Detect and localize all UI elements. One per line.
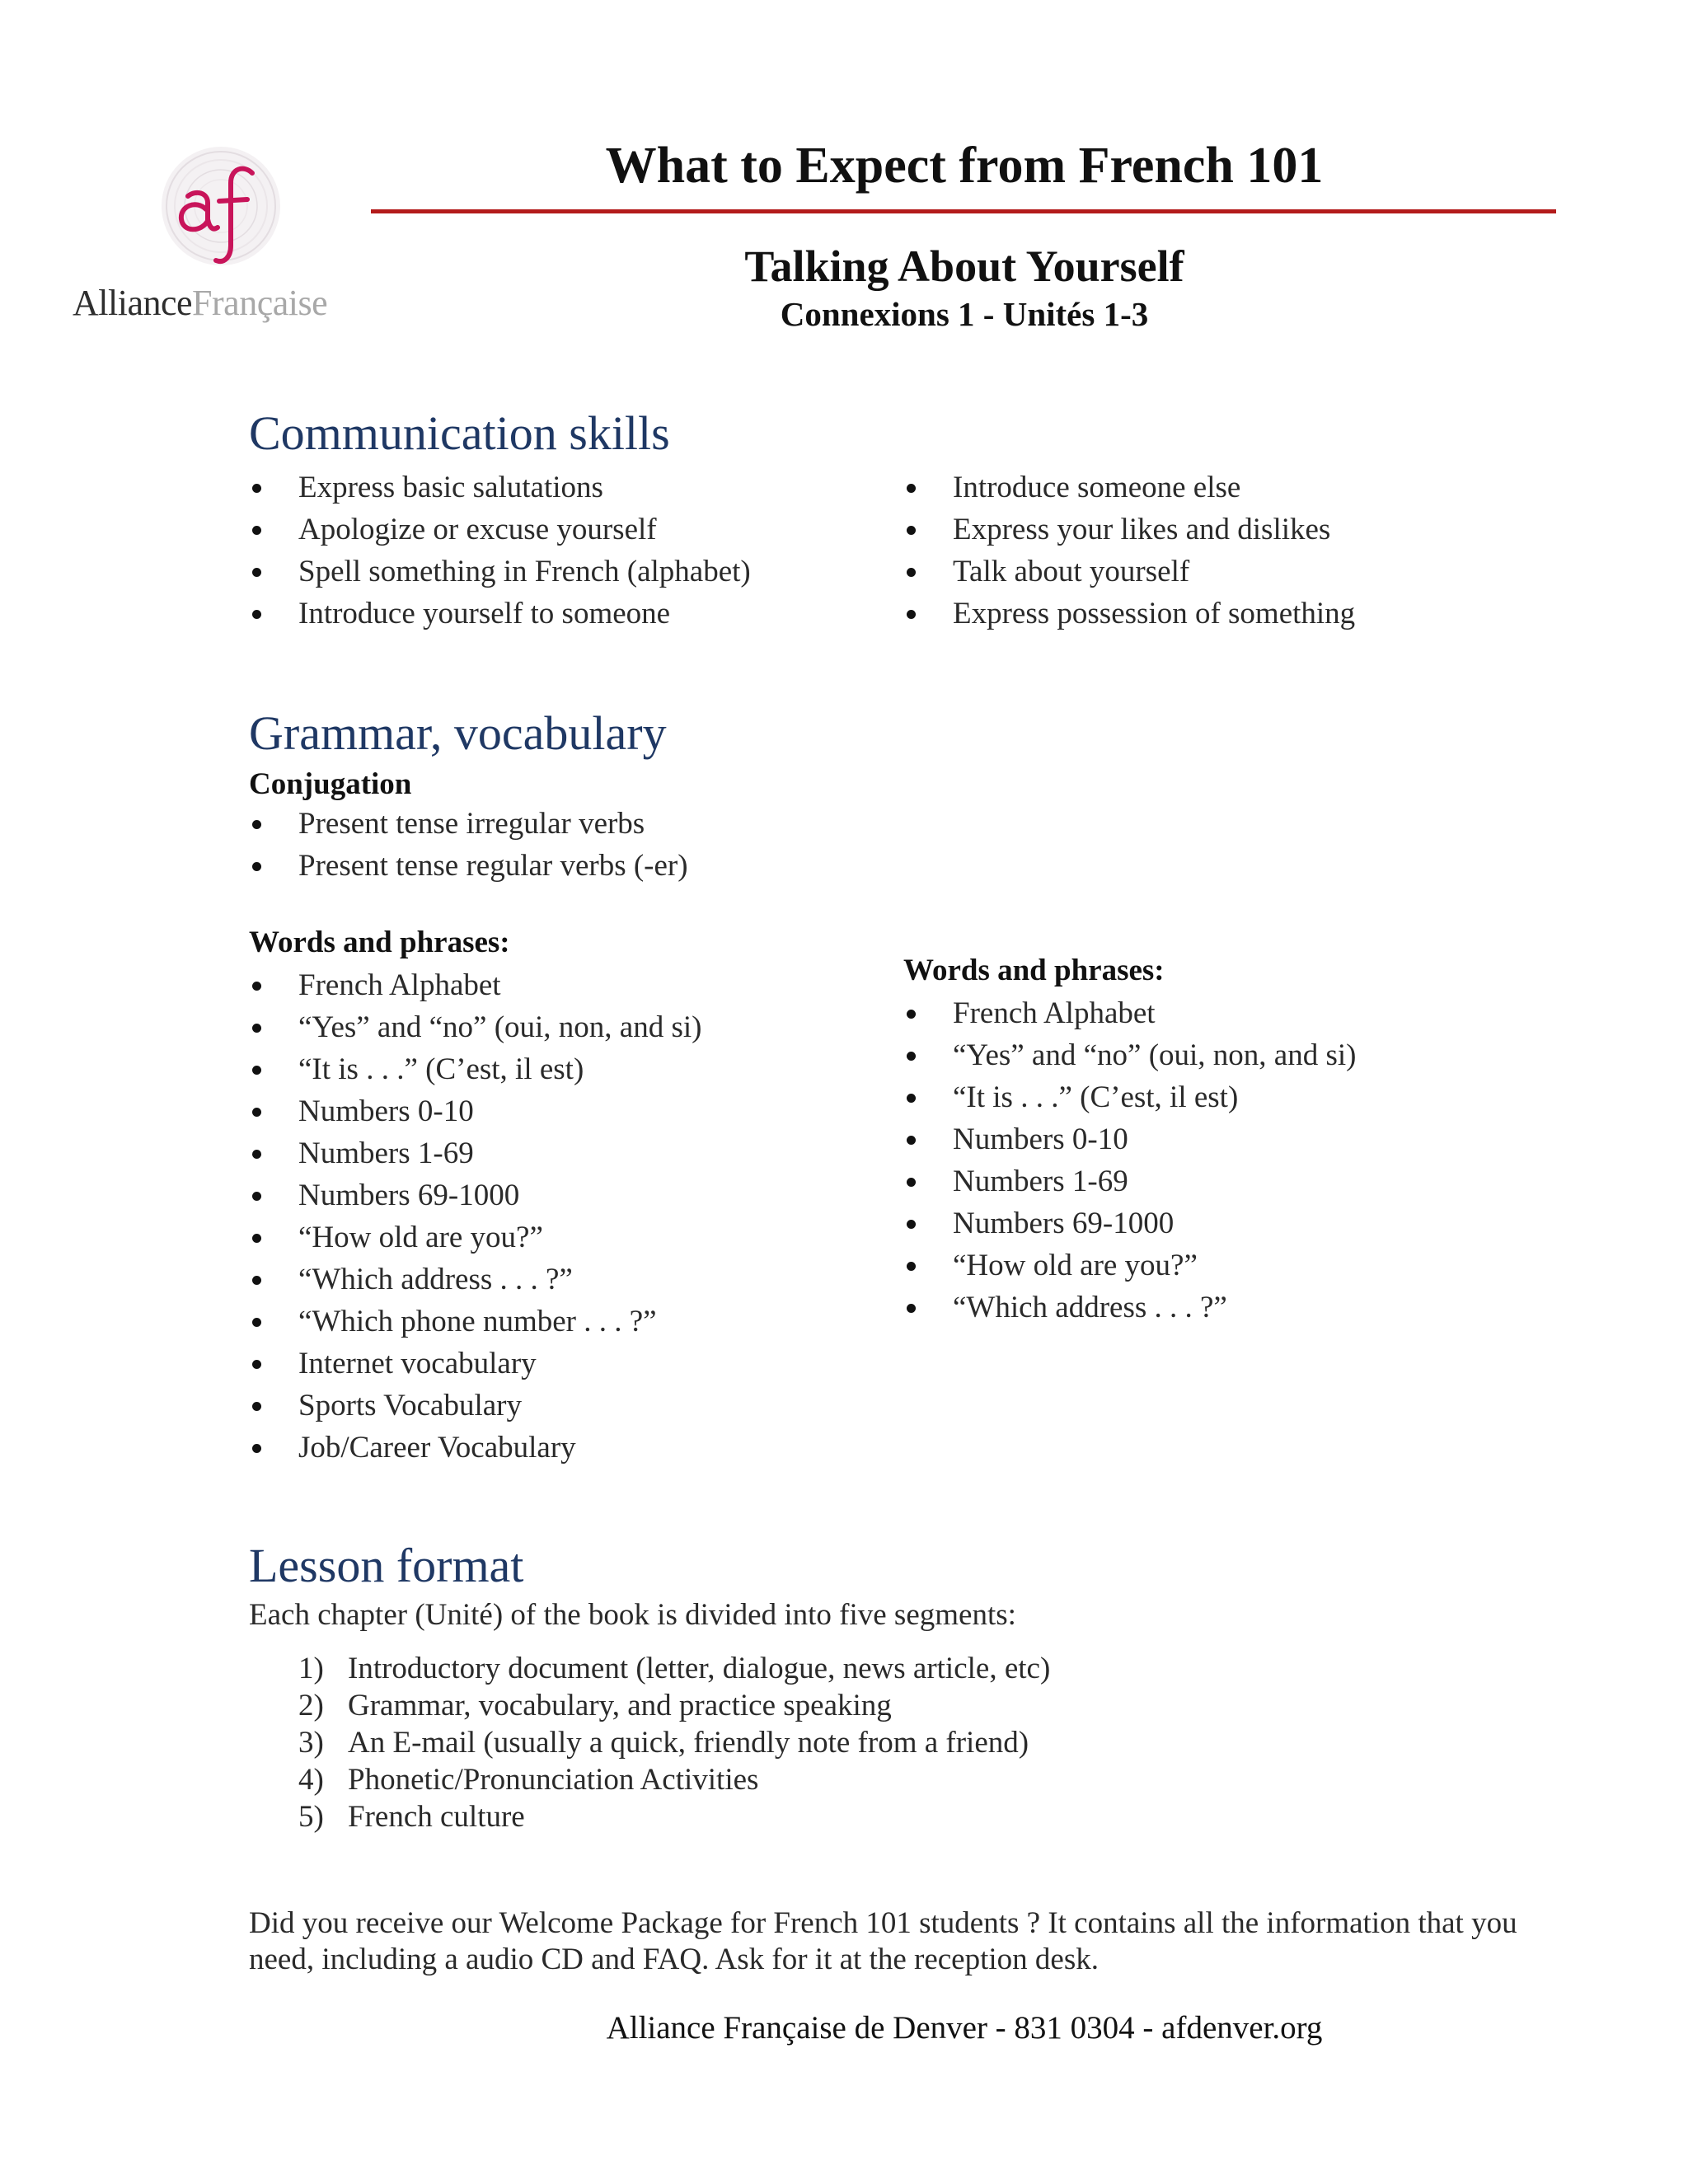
- list-item: “Which address . . . ?”: [249, 1258, 701, 1301]
- list-item: Job/Career Vocabulary: [249, 1427, 701, 1469]
- page-title: What to Expect from French 101: [605, 138, 1324, 194]
- logo-word-francaise: Française: [192, 283, 328, 323]
- segment-number: 4): [298, 1763, 324, 1797]
- list-item: “It is . . .” (C’est, il est): [249, 1048, 701, 1090]
- list-item: French Alphabet: [903, 992, 1356, 1034]
- title-divider: [371, 209, 1556, 213]
- lesson-segments-list: [298, 1650, 1050, 1835]
- list-item: Introduce someone else: [903, 466, 1355, 509]
- list-item: [298, 1798, 1050, 1835]
- list-item: Numbers 1-69: [903, 1160, 1356, 1202]
- list-item: Express possession of something: [903, 593, 1355, 635]
- words-phrases-list-left: [249, 964, 701, 1469]
- list-item: Numbers 69-1000: [249, 1174, 701, 1216]
- lesson-format-intro: Each chapter (Unité) of the book is divided into five segments:: [249, 1598, 1016, 1632]
- list-item: Spell something in French (alphabet): [249, 551, 751, 593]
- list-item: “It is . . .” (C’est, il est): [903, 1076, 1356, 1118]
- welcome-package-note: Did you receive our Welcome Package for French 101 students ? It contains all the information that you need, including a audio CD and FAQ. Ask for it at the reception desk.: [249, 1906, 1517, 1976]
- list-item: Introduce yourself to someone: [249, 593, 751, 635]
- communication-skills-heading: Communication skills: [249, 406, 670, 460]
- list-item: Numbers 1-69: [249, 1132, 701, 1174]
- conjugation-list: [249, 803, 688, 887]
- list-item: [298, 1724, 1050, 1761]
- words-phrases-label-left: Words and phrases:: [249, 926, 510, 959]
- list-item: Numbers 69-1000: [903, 1202, 1356, 1244]
- list-item: Internet vocabulary: [249, 1343, 701, 1385]
- segment-text: Introductory document (letter, dialogue, news article, etc): [348, 1652, 1051, 1685]
- footer-contact: Alliance Française de Denver - 831 0304 - afdenver.org: [606, 2010, 1323, 2046]
- segment-number: 1): [298, 1652, 324, 1685]
- segment-number: 3): [298, 1726, 324, 1760]
- list-item: “Which address . . . ?”: [903, 1286, 1356, 1329]
- segment-text: Grammar, vocabulary, and practice speaking: [348, 1689, 892, 1722]
- list-item: Express basic salutations: [249, 466, 751, 509]
- conjugation-label: Conjugation: [249, 767, 412, 801]
- segment-text: An E-mail (usually a quick, friendly note from a friend): [348, 1726, 1029, 1760]
- segment-text: French culture: [348, 1800, 525, 1834]
- logo-word-alliance: Alliance: [73, 283, 193, 323]
- communication-skills-list-left: [249, 466, 751, 635]
- lesson-format-heading: Lesson format: [249, 1539, 524, 1592]
- words-phrases-list-right: [903, 992, 1356, 1329]
- segment-number: 2): [298, 1689, 324, 1722]
- list-item: Talk about yourself: [903, 551, 1355, 593]
- list-item: Present tense irregular verbs: [249, 803, 688, 845]
- course-units: Connexions 1 - Unités 1-3: [780, 295, 1149, 333]
- list-item: Numbers 0-10: [903, 1118, 1356, 1160]
- communication-skills-list-right: [903, 466, 1355, 635]
- words-phrases-label-right: Words and phrases:: [903, 954, 1165, 987]
- list-item: “How old are you?”: [249, 1216, 701, 1258]
- list-item: Numbers 0-10: [249, 1090, 701, 1132]
- segment-text: Phonetic/Pronunciation Activities: [348, 1763, 759, 1797]
- grammar-vocabulary-heading: Grammar, vocabulary: [249, 706, 667, 760]
- list-item: [298, 1687, 1050, 1724]
- list-item: Express your likes and dislikes: [903, 509, 1355, 551]
- list-item: “Which phone number . . . ?”: [249, 1301, 701, 1343]
- list-item: “Yes” and “no” (oui, non, and si): [903, 1034, 1356, 1076]
- alliance-francaise-logo: [73, 140, 353, 338]
- list-item: “Yes” and “no” (oui, non, and si): [249, 1006, 701, 1048]
- list-item: Sports Vocabulary: [249, 1385, 701, 1427]
- list-item: Apologize or excuse yourself: [249, 509, 751, 551]
- list-item: [298, 1650, 1050, 1687]
- list-item: “How old are you?”: [903, 1244, 1356, 1286]
- list-item: [298, 1761, 1050, 1798]
- list-item: Present tense regular verbs (-er): [249, 845, 688, 887]
- list-item: French Alphabet: [249, 964, 701, 1006]
- logo-wordmark: [73, 282, 327, 324]
- af-logo-mark-icon: [138, 140, 303, 280]
- page-subtitle: Talking About Yourself: [744, 241, 1184, 291]
- segment-number: 5): [298, 1800, 324, 1834]
